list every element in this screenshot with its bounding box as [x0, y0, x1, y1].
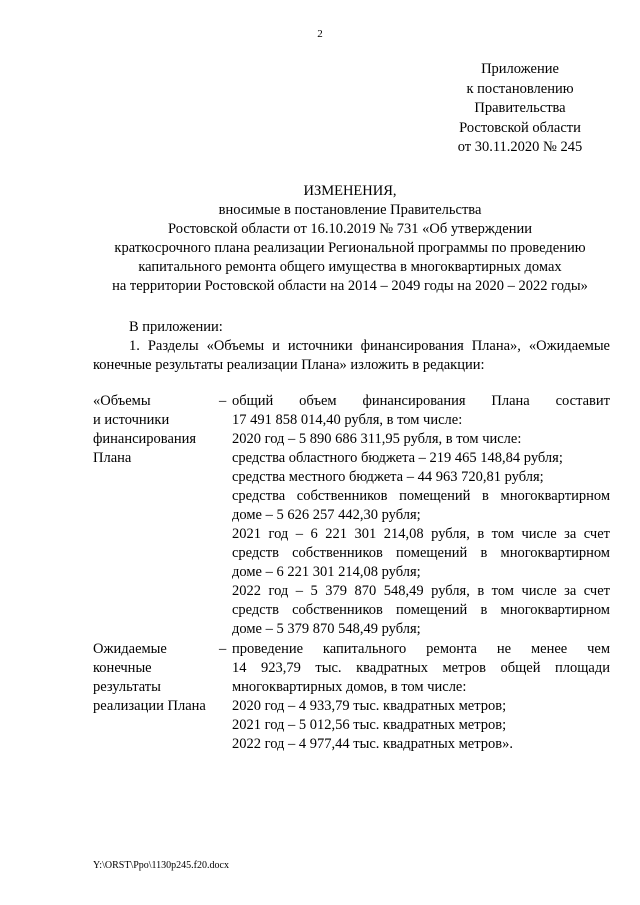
content-line: средства местного бюджета – 44 963 720,81 рубля;	[232, 469, 544, 485]
section-results	[93, 640, 610, 760]
content-line: многоквартирных домов, в том числе:	[232, 679, 467, 695]
label-line: конечные	[93, 660, 152, 676]
content-line: 2021 год – 6 221 301 214,08 рубля, в том числе за счет	[232, 526, 610, 542]
section-content	[232, 640, 610, 754]
document-title	[60, 182, 640, 296]
intro-line: 1. Разделы «Объемы и источники финансирования Плана», «Ожидаемые	[129, 338, 610, 354]
content-line: проведение капитального ремонта не менее чем	[232, 641, 610, 657]
appendix-line: Правительства	[474, 100, 566, 116]
title-line: на территории Ростовской области на 2014 – 2049 годы на 2020 – 2022 годы»	[112, 278, 588, 294]
content-line: общий объем финансирования Плана составит	[232, 393, 610, 409]
section-dash: –	[219, 393, 227, 409]
content-line: средства областного бюджета – 219 465 148,84 рубля;	[232, 450, 563, 466]
title-line: Ростовской области от 16.10.2019 № 731 «Об утверждении	[168, 221, 532, 237]
section-label	[93, 392, 218, 468]
label-line: результаты	[93, 679, 161, 695]
title-line: вносимые в постановление Правительства	[218, 202, 482, 218]
label-line: «Объемы	[93, 393, 151, 409]
appendix-line: Приложение	[481, 61, 559, 77]
title-heading: ИЗМЕНЕНИЯ,	[303, 183, 397, 199]
title-line: капитального ремонта общего имущества в многоквартирных домах	[138, 259, 562, 275]
content-line: средства собственников помещений в многоквартирном	[232, 488, 610, 504]
section-dash: –	[219, 641, 227, 657]
content-line: 14 923,79 тыс. квадратных метров общей площади	[232, 660, 610, 676]
appendix-line: к постановлению	[466, 80, 574, 97]
appendix-header	[405, 60, 635, 158]
title-line: краткосрочного плана реализации Региональной программы по проведению	[114, 240, 586, 256]
content-line: 17 491 858 014,40 рубля, в том числе:	[232, 412, 463, 428]
label-line: финансирования	[93, 431, 197, 447]
content-line: доме – 5 379 870 548,49 рубля;	[232, 621, 421, 637]
content-line: 2021 год – 5 012,56 тыс. квадратных метров;	[232, 717, 507, 733]
intro-line: конечные результаты реализации Плана» изложить в редакции:	[93, 357, 485, 373]
label-line: реализации Плана	[93, 698, 206, 714]
content-line: доме – 6 221 301 214,08 рубля;	[232, 564, 421, 580]
content-line: средств собственников помещений в многоквартирном	[232, 545, 610, 561]
label-line: и источники	[93, 412, 170, 428]
content-line: 2020 год – 4 933,79 тыс. квадратных метров;	[232, 698, 507, 714]
appendix-line: от 30.11.2020 № 245	[457, 139, 583, 155]
content-line: средств собственников помещений в многоквартирном	[232, 602, 610, 618]
content-line: доме – 5 626 257 442,30 рубля;	[232, 507, 421, 523]
intro-line: В приложении:	[129, 319, 223, 335]
file-path-footer: Y:\ORST\Ppo\1130p245.f20.docx	[93, 860, 229, 871]
content-line: 2020 год – 5 890 686 311,95 рубля, в том числе:	[232, 431, 522, 447]
section-financing	[93, 392, 610, 642]
section-label	[93, 640, 218, 716]
intro-paragraph	[93, 318, 610, 375]
appendix-line: Ростовской области	[459, 119, 581, 136]
label-line: Плана	[93, 450, 132, 466]
content-line: 2022 год – 5 379 870 548,49 рубля, в том числе за счет	[232, 583, 610, 599]
section-content	[232, 392, 610, 639]
content-line: 2022 год – 4 977,44 тыс. квадратных метров».	[232, 736, 513, 752]
label-line: Ожидаемые	[93, 641, 167, 657]
page-number: 2	[317, 28, 323, 40]
